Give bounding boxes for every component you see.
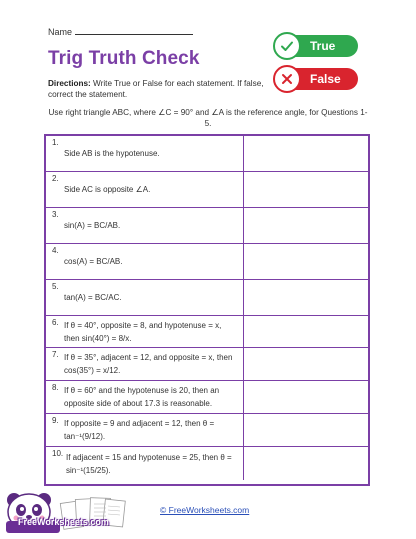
question-text: If θ = 40°, opposite = 8, and hypotenuse = x, then sin(40°) = 8/x. [64, 320, 222, 343]
question-cell [46, 208, 244, 244]
question-text: If θ = 60° and the hypotenuse is 20, then an opposite side of about 17.3 is reasonable. [64, 386, 220, 408]
footer-link[interactable]: © FreeWorksheets.com [160, 505, 250, 515]
page-title: Trig Truth Check [48, 48, 200, 69]
question-cell [46, 172, 244, 208]
answer-cell[interactable] [244, 447, 368, 480]
answer-cell[interactable] [244, 414, 368, 447]
question-text: tan(A) = BC/AC. [64, 293, 122, 302]
question-number: 10. [52, 449, 64, 458]
question-cell [46, 244, 244, 280]
answer-cell[interactable] [244, 316, 368, 348]
question-cell [46, 280, 244, 316]
answer-cell[interactable] [244, 136, 368, 172]
question-cell [46, 447, 244, 480]
question-cell [46, 136, 244, 172]
false-badge [276, 68, 358, 90]
name-field-row [48, 26, 193, 37]
question-number: 1. [52, 138, 59, 147]
question-text: If θ = 35°, adjacent = 12, and opposite = x, then cos(35°) = x/12. [64, 353, 233, 375]
question-cell [46, 316, 244, 348]
check-icon [273, 32, 301, 60]
question-text: Side AB is the hypotenuse. [64, 149, 160, 158]
question-number: 3. [52, 210, 59, 219]
false-label: False [310, 72, 341, 86]
name-label: Name [48, 27, 73, 37]
name-line[interactable] [75, 26, 193, 35]
question-number: 5. [52, 282, 59, 291]
question-number: 6. [52, 318, 59, 327]
question-cell [46, 348, 244, 381]
site-logo: FreeWorksheets.com [18, 517, 109, 527]
directions-label: Directions: [48, 79, 91, 88]
question-text: If adjacent = 15 and hypotenuse = 25, then θ = sin⁻¹(15/25). [66, 452, 232, 475]
directions [48, 78, 273, 100]
question-number: 8. [52, 383, 59, 392]
answer-cell[interactable] [244, 244, 368, 280]
answer-cell[interactable] [244, 381, 368, 414]
panda-mascot-icon [0, 488, 62, 538]
intro-text: Use right triangle ABC, where ∠C = 90° and ∠A is the reference angle, for Questions 1-5. [48, 108, 368, 128]
question-number: 4. [52, 246, 59, 255]
question-cell [46, 414, 244, 447]
answer-cell[interactable] [244, 348, 368, 381]
question-text: If opposite = 9 and adjacent = 12, then θ = tan⁻¹(9/12). [64, 419, 215, 441]
question-text: sin(A) = BC/AB. [64, 221, 121, 230]
question-text: Side AC is opposite ∠A. [64, 185, 151, 194]
question-number: 9. [52, 416, 59, 425]
question-number: 7. [52, 350, 59, 359]
question-table [44, 134, 370, 486]
true-badge [276, 35, 358, 57]
question-text: cos(A) = BC/AB. [64, 257, 123, 266]
answer-cell[interactable] [244, 280, 368, 316]
question-cell [46, 381, 244, 414]
question-number: 2. [52, 174, 59, 183]
true-label: True [310, 39, 336, 53]
directions-text: Write True or False for each statement. If false, correct the statement. [48, 79, 264, 99]
x-icon [273, 65, 301, 93]
answer-cell[interactable] [244, 172, 368, 208]
answer-cell[interactable] [244, 208, 368, 244]
